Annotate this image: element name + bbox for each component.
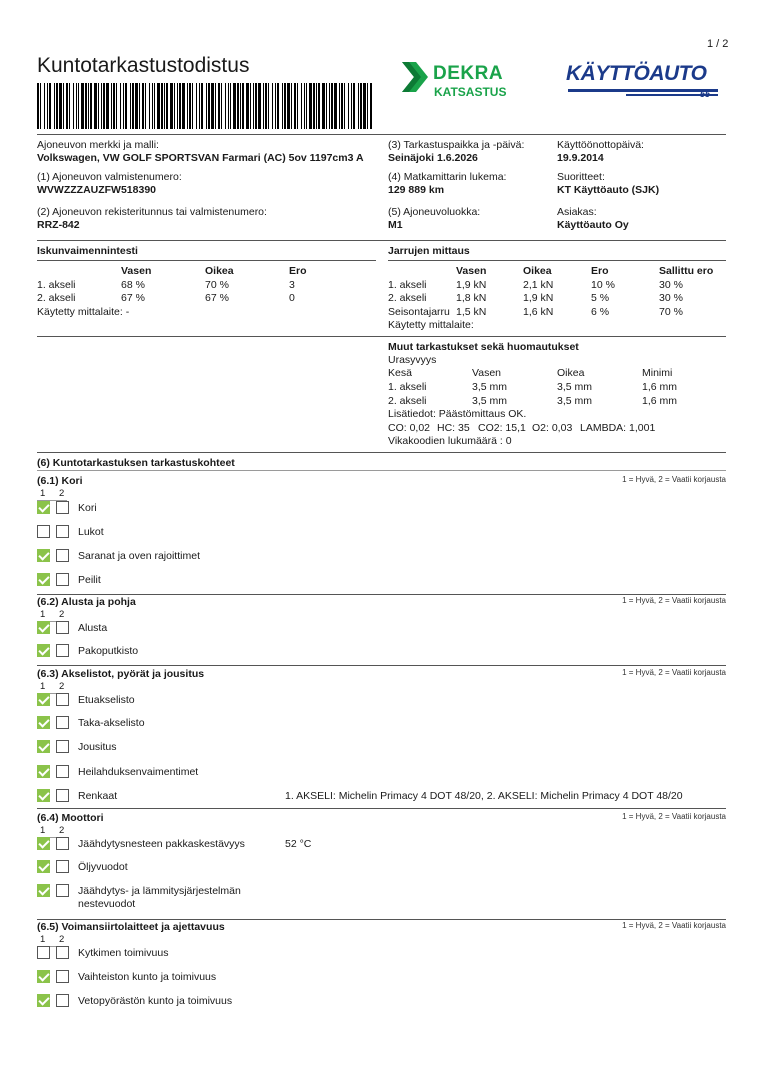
item-label: Vetopyörästön kunto ja toimivuus <box>78 995 233 1007</box>
checkbox-good[interactable] <box>37 765 50 778</box>
shock-title: Iskunvaimennintesti <box>37 245 138 257</box>
other-title: Muut tarkastukset sekä huomautukset <box>388 341 579 353</box>
tread-row-label: 2. akseli <box>388 395 427 407</box>
column-label: 2 <box>59 488 65 499</box>
checkbox-needs-repair[interactable] <box>56 501 69 514</box>
checkbox-good[interactable] <box>37 970 50 983</box>
checkbox-needs-repair[interactable] <box>56 837 69 850</box>
checkbox-good[interactable] <box>37 946 50 959</box>
checkbox-needs-repair[interactable] <box>56 946 69 959</box>
extra-info: Lisätiedot: Päästömittaus OK. <box>388 408 527 420</box>
odometer-value: 129 889 km <box>388 184 445 196</box>
first-use-value: 19.9.2014 <box>557 152 604 164</box>
class-value: M1 <box>388 219 403 231</box>
checkbox-needs-repair[interactable] <box>56 765 69 778</box>
item-label: Jäähdytys- ja lämmitysjärjestelmän <box>78 885 241 897</box>
brakes-cell: 1,6 kN <box>523 306 554 318</box>
shock-cell: 0 <box>289 292 295 304</box>
checkbox-needs-repair[interactable] <box>56 789 69 802</box>
legend-note: 1 = Hyvä, 2 = Vaatii korjausta <box>622 668 726 677</box>
checkbox-needs-repair[interactable] <box>56 644 69 657</box>
tread-header: Oikea <box>557 367 585 379</box>
item-label: Kori <box>78 502 97 514</box>
fault-codes: Vikakoodien lukumäärä : 0 <box>388 435 512 447</box>
client-label: Asiakas: <box>557 206 597 218</box>
shock-cell: 3 <box>289 279 295 291</box>
item-label: Jousitus <box>78 741 117 753</box>
legend-note: 1 = Hyvä, 2 = Vaatii korjausta <box>622 921 726 930</box>
item-label: Taka-akselisto <box>78 717 145 729</box>
shock-row-label: 1. akseli <box>37 279 76 291</box>
make-value: Volkswagen, VW GOLF SPORTSVAN Farmari (AC) 5ov 1197cm3 A <box>37 152 364 164</box>
legend-note: 1 = Hyvä, 2 = Vaatii korjausta <box>622 596 726 605</box>
column-label: 1 <box>40 609 46 620</box>
emission-value: CO2: 15,1 <box>478 422 526 434</box>
emission-value: HC: 35 <box>437 422 470 434</box>
checkbox-needs-repair[interactable] <box>56 549 69 562</box>
checkbox-good[interactable] <box>37 621 50 634</box>
checkbox-good[interactable] <box>37 860 50 873</box>
checkbox-good[interactable] <box>37 716 50 729</box>
tread-header: Vasen <box>472 367 501 379</box>
shock-cell: 68 % <box>121 279 145 291</box>
dekra-logo <box>400 60 520 104</box>
item-label: Lukot <box>78 526 104 538</box>
item-label: Vaihteiston kunto ja toimivuus <box>78 971 217 983</box>
odometer-label: (4) Matkamittarin lukema: <box>388 171 507 183</box>
item-label: Pakoputkisto <box>78 645 139 657</box>
shock-header: Vasen <box>121 265 152 277</box>
shock-row-label: 2. akseli <box>37 292 76 304</box>
checkbox-needs-repair[interactable] <box>56 970 69 983</box>
brakes-cell: 5 % <box>591 292 610 304</box>
checkbox-good[interactable] <box>37 740 50 753</box>
brakes-cell: 10 % <box>591 279 615 291</box>
checkbox-good[interactable] <box>37 525 50 538</box>
checks-title: (6) Kuntotarkastuksen tarkastuskohteet <box>37 457 235 469</box>
brakes-title: Jarrujen mittaus <box>388 245 470 257</box>
column-label: 2 <box>59 934 65 945</box>
column-label: 1 <box>40 488 46 499</box>
checkbox-good[interactable] <box>37 693 50 706</box>
page-number: 1 / 2 <box>707 38 729 50</box>
checkbox-needs-repair[interactable] <box>56 621 69 634</box>
brakes-row-label: 1. akseli <box>388 279 427 291</box>
client-value: Käyttöauto Oy <box>557 219 629 231</box>
brakes-header: Sallittu ero <box>659 265 714 277</box>
reg-label: (2) Ajoneuvon rekisteritunnus tai valmistenumero: <box>37 206 267 218</box>
item-label-cont: nestevuodot <box>78 898 136 910</box>
checkbox-good[interactable] <box>37 994 50 1007</box>
checkbox-good[interactable] <box>37 789 50 802</box>
checkbox-needs-repair[interactable] <box>56 740 69 753</box>
item-label: Heilahduksenvaimentimet <box>78 766 199 778</box>
brakes-cell: 30 % <box>659 292 683 304</box>
checkbox-good[interactable] <box>37 573 50 586</box>
checkbox-needs-repair[interactable] <box>56 525 69 538</box>
shock-cell: 70 % <box>205 279 229 291</box>
column-label: 2 <box>59 825 65 836</box>
tread-header: Kesä <box>388 367 412 379</box>
brakes-cell: 2,1 kN <box>523 279 554 291</box>
brakes-cell: 6 % <box>591 306 610 318</box>
tread-row-label: 1. akseli <box>388 381 427 393</box>
brakes-row-label: 2. akseli <box>388 292 427 304</box>
brakes-header: Vasen <box>456 265 487 277</box>
section-divider <box>37 594 726 595</box>
tread-cell: 3,5 mm <box>472 395 508 407</box>
shock-device: Käytetty mittalaite: - <box>37 306 130 318</box>
item-label: Peilit <box>78 574 101 586</box>
checkbox-needs-repair[interactable] <box>56 693 69 706</box>
shock-cell: 67 % <box>205 292 229 304</box>
item-label: Kytkimen toimivuus <box>78 947 169 959</box>
tread-cell: 1,6 mm <box>642 395 678 407</box>
checkbox-needs-repair[interactable] <box>56 573 69 586</box>
checkbox-good[interactable] <box>37 837 50 850</box>
column-label: 1 <box>40 825 46 836</box>
tread-cell: 1,6 mm <box>642 381 678 393</box>
section-divider <box>37 808 726 809</box>
section-divider <box>37 665 726 666</box>
page-title: Kuntotarkastustodistus <box>37 54 250 77</box>
tread-title: Urasyvyys <box>388 354 437 366</box>
item-label: Saranat ja oven rajoittimet <box>78 550 200 562</box>
performer-label: Suoritteet: <box>557 171 605 183</box>
place-label: (3) Tarkastuspaikka ja -päivä: <box>388 139 525 151</box>
brakes-cell: 1,8 kN <box>456 292 487 304</box>
column-label: 2 <box>59 681 65 692</box>
shock-cell: 67 % <box>121 292 145 304</box>
brakes-row-label: Seisontajarru <box>388 306 450 318</box>
make-label: Ajoneuvon merkki ja malli: <box>37 139 159 151</box>
brakes-cell: 30 % <box>659 279 683 291</box>
column-label: 1 <box>40 681 46 692</box>
item-label: Alusta <box>78 622 108 634</box>
item-note: 1. AKSELI: Michelin Primacy 4 DOT 48/20, 2. AKSELI: Michelin Primacy 4 DOT 48/20 <box>285 790 683 802</box>
checkbox-good[interactable] <box>37 501 50 514</box>
vin-label: (1) Ajoneuvon valmistenumero: <box>37 171 182 183</box>
checkbox-good[interactable] <box>37 884 50 897</box>
tread-cell: 3,5 mm <box>557 395 593 407</box>
brakes-header: Ero <box>591 265 609 277</box>
class-label: (5) Ajoneuvoluokka: <box>388 206 481 218</box>
reg-value: RRZ-842 <box>37 219 80 231</box>
dekra-logo-subtext: KATSASTUS <box>434 85 507 99</box>
brakes-cell: 70 % <box>659 306 683 318</box>
section-title: (6.3) Akselistot, pyörät ja jousitus <box>37 668 205 680</box>
item-label: Öljyvuodot <box>78 861 128 873</box>
checkbox-good[interactable] <box>37 644 50 657</box>
legend-note: 1 = Hyvä, 2 = Vaatii korjausta <box>622 475 726 484</box>
section-divider <box>37 919 726 920</box>
brakes-device: Käytetty mittalaite: <box>388 319 474 331</box>
item-label: Etuakselisto <box>78 694 135 706</box>
brakes-cell: 1,9 kN <box>523 292 554 304</box>
section-title: (6.4) Moottori <box>37 812 104 824</box>
first-use-label: Käyttöönottopäivä: <box>557 139 644 151</box>
barcode <box>37 83 375 129</box>
kayttoauto-logo-number: 55 <box>700 89 711 99</box>
place-value: Seinäjoki 1.6.2026 <box>388 152 478 164</box>
checkbox-needs-repair[interactable] <box>56 716 69 729</box>
column-label: 1 <box>40 934 46 945</box>
dekra-logo-text: DEKRA <box>433 63 504 84</box>
emission-value: O2: 0,03 <box>532 422 573 434</box>
kayttoauto-logo-text: KÄYTTÖAUTO <box>566 62 707 85</box>
brakes-cell: 1,5 kN <box>456 306 487 318</box>
shock-header: Ero <box>289 265 307 277</box>
performer-value: KT Käyttöauto (SJK) <box>557 184 660 196</box>
column-label: 2 <box>59 609 65 620</box>
legend-note: 1 = Hyvä, 2 = Vaatii korjausta <box>622 812 726 821</box>
section-title: (6.5) Voimansiirtolaitteet ja ajettavuus <box>37 921 225 933</box>
item-label: Renkaat <box>78 790 118 802</box>
section-title: (6.1) Kori <box>37 475 83 487</box>
brakes-header: Oikea <box>523 265 552 277</box>
checkbox-good[interactable] <box>37 549 50 562</box>
shock-header: Oikea <box>205 265 234 277</box>
vin-value: WVWZZZAUZFW518390 <box>37 184 157 196</box>
checkbox-needs-repair[interactable] <box>56 860 69 873</box>
emission-value: LAMBDA: 1,001 <box>580 422 656 434</box>
tread-cell: 3,5 mm <box>472 381 508 393</box>
item-label: Jäähdytysnesteen pakkaskestävyys <box>78 838 245 850</box>
item-note: 52 °C <box>285 838 312 850</box>
tread-cell: 3,5 mm <box>557 381 593 393</box>
kayttoauto-logo <box>566 62 726 104</box>
tread-header: Minimi <box>642 367 673 379</box>
section-title: (6.2) Alusta ja pohja <box>37 596 136 608</box>
checkbox-needs-repair[interactable] <box>56 994 69 1007</box>
checkbox-needs-repair[interactable] <box>56 884 69 897</box>
emission-value: CO: 0,02 <box>388 422 431 434</box>
brakes-cell: 1,9 kN <box>456 279 487 291</box>
